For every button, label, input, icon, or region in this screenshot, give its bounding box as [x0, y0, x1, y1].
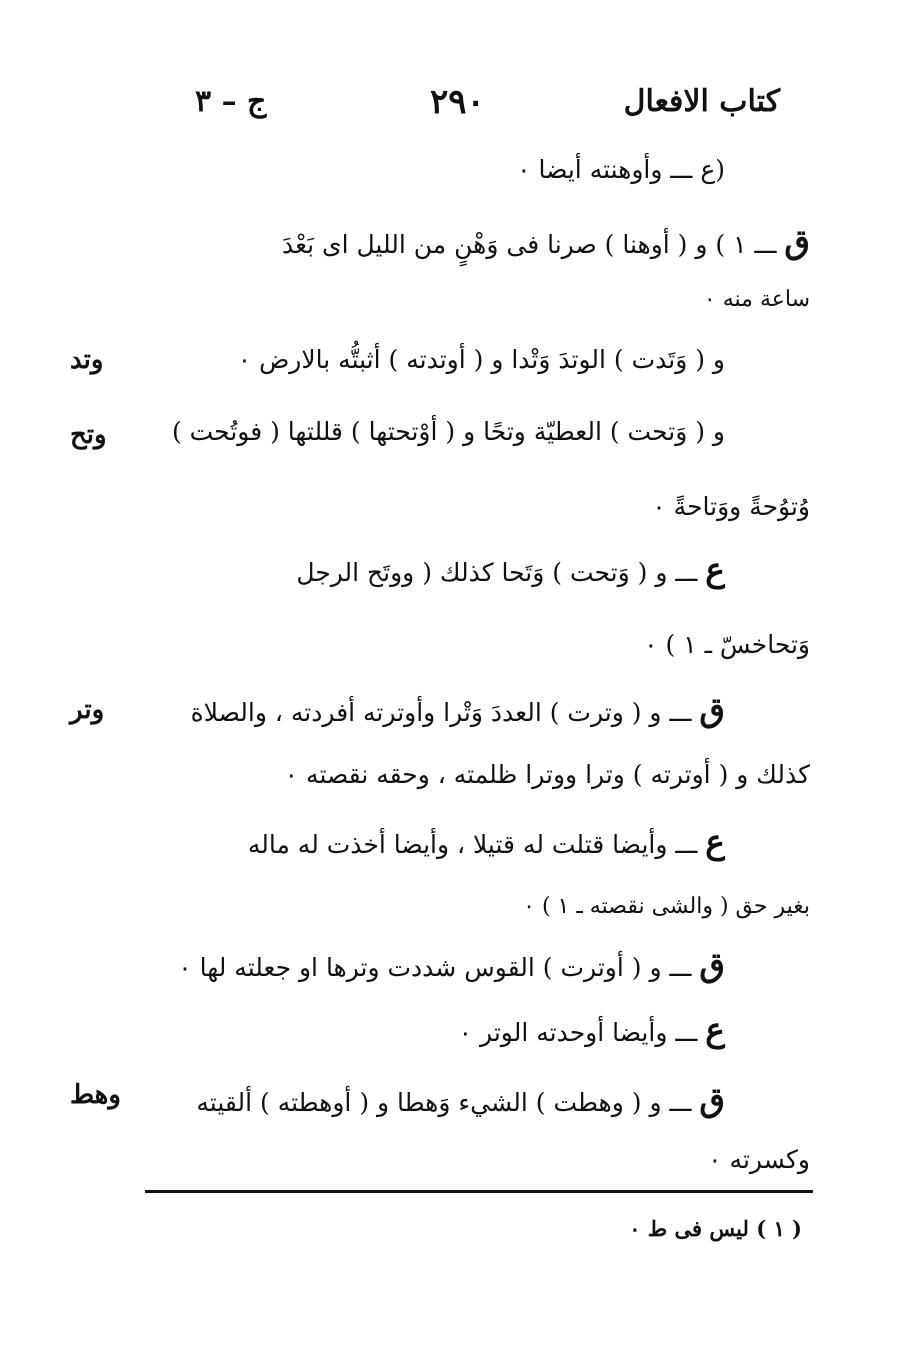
entry-marker: ع: [705, 1010, 725, 1049]
entry-marker: ق: [784, 222, 810, 261]
margin-root-word: وتر: [70, 695, 105, 725]
volume-label: ج – ٣: [195, 84, 267, 119]
text-line: و ( وَتحت ) العطيّة وتحًا و ( أوْتحتها ) قللتها ( فوتُحت ): [171, 417, 725, 446]
text-line: وَتحاخسّ ـ ١ ) ٠: [644, 630, 810, 659]
text-line: كذلك و ( أوترته ) وترا ووترا ظلمته ، وحقه نقصته ٠: [284, 760, 810, 789]
text-line: (ع ـــ وأوهنته أيضا ٠: [517, 155, 725, 184]
footnote: ( ١ ) ليس فى ط ٠: [629, 1216, 802, 1241]
text-line: وكسرته ٠: [708, 1145, 810, 1174]
book-title: كتاب الافعال: [623, 84, 780, 119]
text-line: ق ـــ ١ ) و ( أوهنا ) صرنا فى وَهْنٍ من الليل اى بَعْدَ: [281, 222, 810, 261]
entry-marker: ق: [699, 690, 725, 729]
page-number: ٢٩٠: [430, 82, 485, 122]
text-line: بغير حق ( والشى نقصته ـ ١ ) ٠: [523, 894, 810, 919]
margin-root-word: وتح: [70, 420, 107, 450]
text-line: ق ـــ و ( وهطت ) الشيء وَهطا و ( أوهطته ) ألقيته: [196, 1080, 725, 1119]
footnote-divider: [145, 1190, 813, 1193]
entry-marker: ع: [705, 822, 725, 861]
text-line: وُتوُحةً ووَتاحةً ٠: [652, 492, 810, 521]
text-line: و ( وَتَدت ) الوتدَ وَتْدا و ( أوتدته ) أثبتُّه بالارض ٠: [237, 345, 725, 374]
margin-root-word: وتد: [70, 345, 104, 375]
entry-marker: ق: [699, 1080, 725, 1119]
entry-marker: ع: [705, 550, 725, 589]
text-line: ع ـــ وأيضا قتلت له قتيلا ، وأيضا أخذت له ماله: [247, 822, 725, 861]
text-line: ع ـــ وأيضا أوحدته الوتر ٠: [458, 1010, 725, 1049]
entry-marker: ق: [699, 945, 725, 984]
margin-root-word: وهط: [70, 1080, 121, 1110]
text-line: ع ـــ و ( وَتحت ) وَتَحا كذلك ( ووتَح الرجل: [296, 550, 725, 589]
text-line: ق ـــ و ( وترت ) العددَ وَتْرا وأوترته أفردته ، والصلاة: [190, 690, 725, 729]
text-line: ساعة منه ٠: [703, 287, 810, 312]
text-line: ق ـــ و ( أوترت ) القوس شددت وترها او جعلته لها ٠: [178, 945, 725, 984]
